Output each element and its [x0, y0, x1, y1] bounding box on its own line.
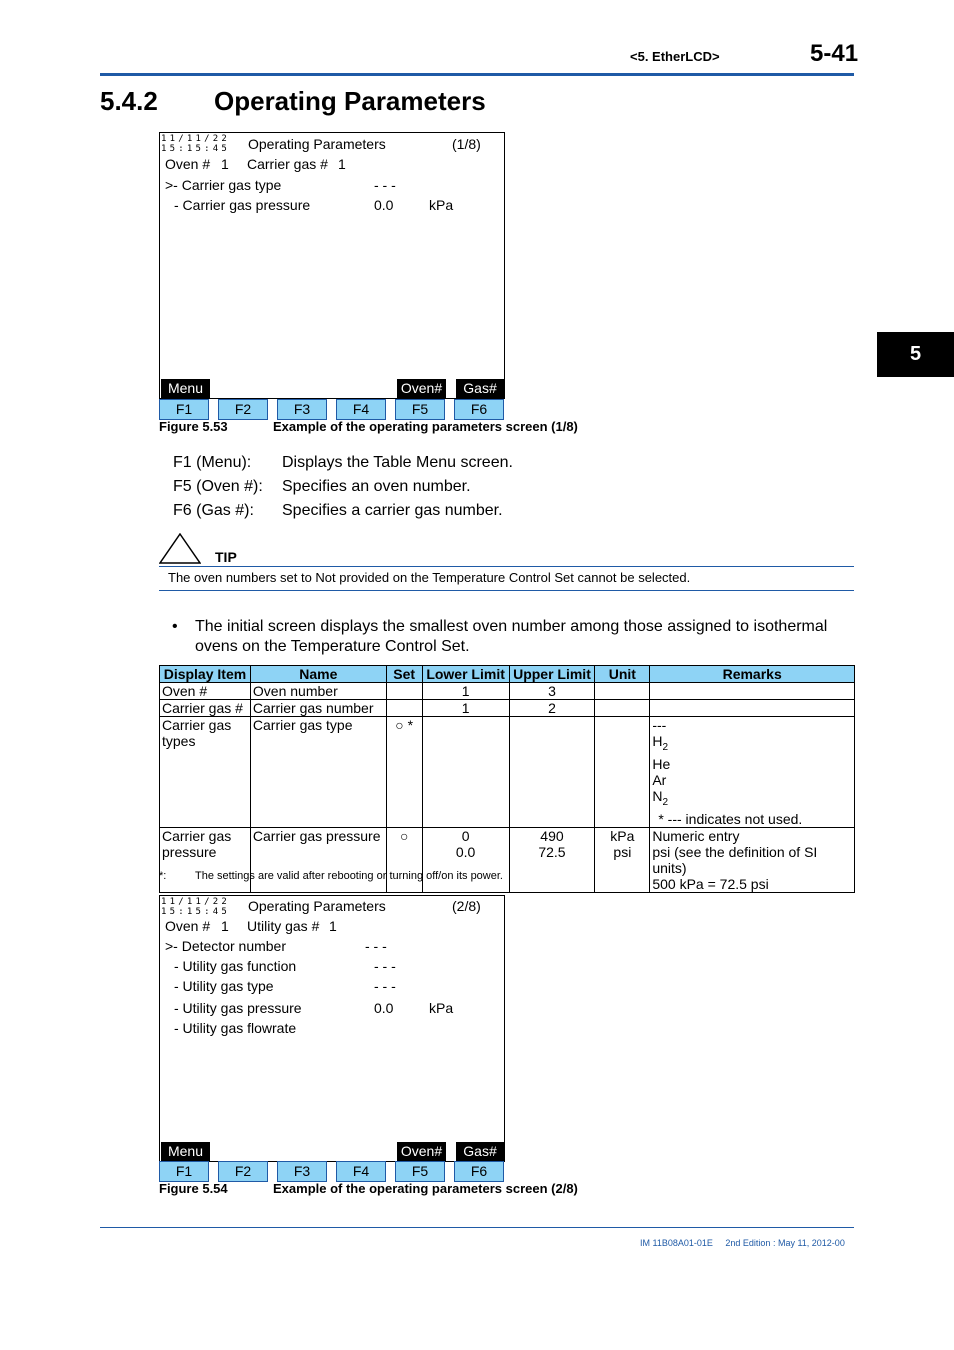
edition: 2nd Edition : May 11, 2012-00 [725, 1238, 845, 1248]
table-cell [650, 683, 855, 700]
figure-caption-text: Example of the operating parameters screen (2/8) [273, 1181, 578, 1196]
table-cell: Carrier gas # [160, 700, 251, 717]
screen-title: Operating Parameters [248, 136, 386, 152]
time-text: 15:15:45 [161, 144, 230, 154]
cell-line: 490 [540, 827, 564, 844]
param-row-label[interactable]: - Utility gas type [174, 978, 274, 994]
param-row-label[interactable]: >- Carrier gas type [165, 177, 282, 193]
remark-line: psi (see the definition of SI units) [652, 843, 818, 876]
table-cell [650, 827, 855, 892]
cell-line: 0.0 [455, 843, 476, 860]
bullet-dot: • [172, 618, 178, 635]
gas-softkey[interactable]: Gas# [456, 1142, 504, 1161]
fkey-description [173, 454, 513, 472]
table-cell: Carrier gas pressure [160, 827, 251, 892]
figure-caption-1 [159, 419, 578, 434]
table-header-row [160, 666, 855, 683]
remark-line: 500 kPa = 72.5 psi [652, 875, 769, 892]
table-cell: ○ * [386, 717, 422, 828]
column-header: Unit [595, 666, 650, 683]
table-cell [386, 700, 422, 717]
table-cell: Carrier gas types [160, 717, 251, 828]
cell-line: psi [613, 843, 632, 860]
param-row-unit: kPa [429, 197, 454, 213]
table-cell [422, 827, 509, 892]
cell-line: kPa [610, 827, 635, 844]
datetime [161, 897, 230, 917]
footer-rule [100, 1227, 854, 1228]
table-cell [595, 700, 650, 717]
f5-key[interactable]: F5 [395, 399, 445, 420]
screen-page: (2/8) [452, 898, 481, 914]
f4-key[interactable]: F4 [336, 399, 386, 420]
bullet-paragraph [172, 617, 852, 657]
table-cell: Carrier gas type [250, 717, 386, 828]
f3-key[interactable]: F3 [277, 1161, 327, 1182]
oven-label: Oven # [165, 918, 211, 934]
datetime [161, 134, 230, 154]
gas-value: 1 [329, 918, 337, 934]
tip-triangle-icon [159, 533, 201, 565]
table-cell: ○ [386, 827, 422, 892]
table-cell [509, 717, 595, 828]
table-cell [509, 827, 595, 892]
gas-softkey[interactable]: Gas# [456, 379, 504, 398]
table-cell [595, 683, 650, 700]
oven-value: 1 [221, 156, 229, 172]
tip-rule-top [159, 566, 854, 567]
table-row [160, 700, 855, 717]
gas-label: Utility gas # [247, 918, 320, 934]
fkey-desc: Specifies an oven number. [282, 478, 471, 495]
lcd-screen-1 [159, 132, 505, 399]
screen-page: (1/8) [452, 136, 481, 152]
figure-number: Figure 5.53 [159, 419, 228, 434]
table-cell: 2 [509, 700, 595, 717]
footer [640, 1238, 845, 1248]
param-row-label[interactable]: - Utility gas pressure [174, 1000, 302, 1016]
table-cell: Oven number [250, 683, 386, 700]
cell-line: 72.5 [538, 843, 566, 860]
chapter-tab: 5 [877, 332, 954, 377]
param-row-label[interactable]: - Carrier gas pressure [174, 197, 311, 213]
function-keys-2 [159, 1161, 505, 1182]
fkey-description [173, 502, 503, 520]
table-cell: Oven # [160, 683, 251, 700]
footnote-mark: *: [159, 870, 167, 882]
table-row [160, 717, 855, 828]
chapter-label: <5. EtherLCD> [630, 49, 720, 64]
param-row-value: 0.0 [374, 1000, 394, 1016]
table-cell: 1 [422, 683, 509, 700]
table-cell [650, 717, 855, 828]
figure-caption-2 [159, 1181, 578, 1196]
param-row-value: - - - [365, 938, 387, 954]
bullet-text: The initial screen displays the smallest oven number among those assigned to isothermal ovens on the Temperature Control Set. [195, 618, 828, 655]
tip-label: TIP [215, 549, 237, 565]
param-row-value: - - - [374, 978, 396, 994]
section-number: 5.4.2 [100, 86, 158, 116]
table-cell: 1 [422, 700, 509, 717]
menu-softkey[interactable]: Menu [161, 379, 210, 398]
table-cell [386, 683, 422, 700]
remark-line: Numeric entry [652, 827, 740, 844]
column-header: Name [250, 666, 386, 683]
figure-number: Figure 5.54 [159, 1181, 228, 1196]
table-cell [595, 717, 650, 828]
footnote-text: The settings are valid after rebooting or turning off/on its power. [195, 870, 503, 882]
param-row-value: - - - [374, 958, 396, 974]
date-text: 11/11/22 [161, 134, 230, 144]
param-row-label[interactable]: - Utility gas flowrate [174, 1020, 297, 1036]
table-cell: Carrier gas pressure [250, 827, 386, 892]
table-row [160, 683, 855, 700]
table-cell: 3 [509, 683, 595, 700]
section-title [100, 86, 486, 117]
lcd-screen-2 [159, 895, 505, 1162]
fkey-name: F6 (Gas #): [173, 502, 254, 519]
param-row-value: 0.0 [374, 197, 394, 213]
column-header: Remarks [650, 666, 855, 683]
remark-note: * --- indicates not used. [658, 810, 803, 827]
f2-key[interactable]: F2 [218, 1161, 268, 1182]
column-header: Display Item [160, 666, 251, 683]
f6-key[interactable]: F6 [454, 399, 504, 420]
oven-value: 1 [221, 918, 229, 934]
f3-key[interactable]: F3 [277, 399, 327, 420]
fkey-name: F1 (Menu): [173, 454, 252, 471]
fkey-desc: Displays the Table Menu screen. [282, 454, 513, 471]
fkey-name: F5 (Oven #): [173, 478, 263, 495]
oven-softkey[interactable]: Oven# [397, 379, 446, 398]
table-cell [422, 717, 509, 828]
tip-text: The oven numbers set to Not provided on the Temperature Control Set cannot be selected. [168, 570, 691, 585]
f1-key[interactable]: F1 [159, 1161, 209, 1182]
f6-key[interactable]: F6 [454, 1161, 504, 1182]
figure-caption-text: Example of the operating parameters screen (1/8) [273, 419, 578, 434]
param-row-label[interactable]: - Utility gas function [174, 958, 297, 974]
param-row-unit: kPa [429, 1000, 454, 1016]
parameter-table [159, 665, 855, 893]
remark-line: $H_2$ [652, 733, 669, 753]
oven-softkey[interactable]: Oven# [397, 1142, 446, 1161]
table-cell: Carrier gas number [250, 700, 386, 717]
tip-rule-bottom [159, 590, 854, 591]
column-header: Set [386, 666, 422, 683]
remark-line: --- [652, 717, 667, 733]
screen-title: Operating Parameters [248, 898, 386, 914]
remark-line: $N_2$ [652, 787, 669, 808]
f4-key[interactable]: F4 [336, 1161, 386, 1182]
function-keys-1 [159, 399, 505, 420]
fkey-description [173, 478, 471, 496]
param-row-value: - - - [374, 177, 396, 193]
gas-label: Carrier gas # [247, 156, 328, 172]
column-header: Lower Limit [422, 666, 509, 683]
table-cell [650, 700, 855, 717]
f2-key[interactable]: F2 [218, 399, 268, 420]
f1-key[interactable]: F1 [159, 399, 209, 420]
cell-line: 0 [461, 827, 470, 844]
time-text: 15:15:45 [161, 907, 230, 917]
f5-key[interactable]: F5 [395, 1161, 445, 1182]
date-text: 11/11/22 [161, 897, 230, 907]
table-footnote [159, 870, 503, 882]
table-row [160, 827, 855, 892]
doc-id: IM 11B08A01-01E [640, 1238, 713, 1248]
remark-line: He [652, 755, 671, 772]
menu-softkey[interactable]: Menu [161, 1142, 210, 1161]
table-cell [595, 827, 650, 892]
column-header: Upper Limit [509, 666, 595, 683]
oven-label: Oven # [165, 156, 211, 172]
section-title-text: Operating Parameters [214, 86, 486, 116]
page-number: 5-41 [810, 40, 859, 67]
remark-line: Ar [652, 771, 667, 788]
fkey-desc: Specifies a carrier gas number. [282, 502, 503, 519]
gas-value: 1 [338, 156, 346, 172]
header-rule [100, 73, 854, 76]
param-row-label[interactable]: >- Detector number [165, 938, 286, 954]
